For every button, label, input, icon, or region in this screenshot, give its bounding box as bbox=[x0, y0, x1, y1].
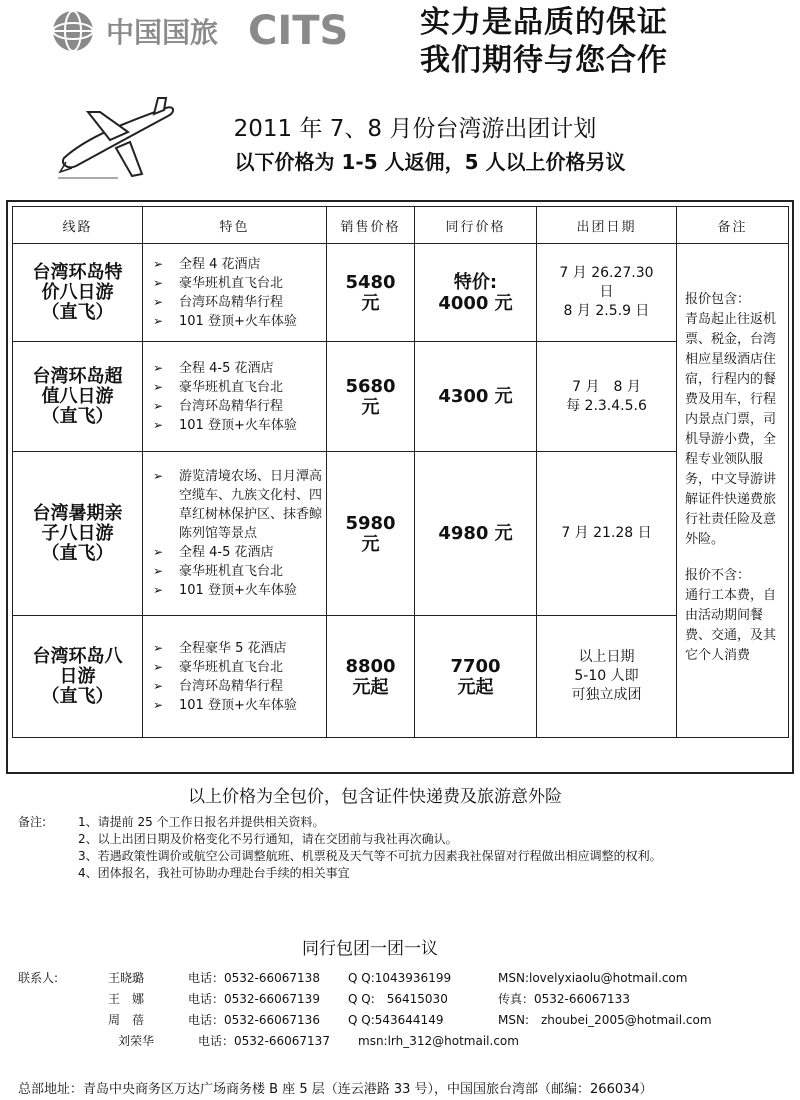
globe-icon bbox=[48, 6, 388, 56]
route-name: 日游 bbox=[59, 665, 96, 687]
feature-item: ➢ 豪华班机直飞台北 bbox=[153, 658, 326, 677]
table-row bbox=[13, 244, 789, 342]
sale-price-unit: 元 bbox=[361, 533, 380, 555]
contact-name: 刘荣华 bbox=[118, 1034, 155, 1048]
col-header-notes: 备注 bbox=[677, 207, 789, 244]
contact-phone: 电话：0532-66067138 bbox=[188, 971, 320, 985]
sale-price-value: 8800 bbox=[345, 655, 396, 677]
features-cell bbox=[143, 244, 327, 342]
dates-cell bbox=[537, 342, 677, 452]
table-header-row bbox=[13, 207, 789, 244]
dates-text: 7 月 8 月 每 2.3.4.5.6 bbox=[566, 378, 647, 414]
feature-item: ➢ 101 登顶+火车体验 bbox=[153, 696, 326, 715]
route-name: 台湾环岛八 bbox=[32, 645, 123, 667]
peer-price-value: 4980 元 bbox=[438, 523, 513, 544]
contact-phone: 电话：0532-66067137 bbox=[198, 1034, 330, 1048]
sale-price-unit: 元 bbox=[361, 396, 380, 418]
contact-row bbox=[18, 1010, 788, 1031]
table-row bbox=[13, 452, 789, 616]
table-row bbox=[13, 616, 789, 738]
sale-price-value: 5480 bbox=[345, 271, 396, 293]
col-header-features: 特色 bbox=[143, 207, 327, 244]
contact-row bbox=[18, 968, 788, 989]
note-included: 报价包含： 青岛起止往返机票、税金，台湾相应星级酒店住宿，行程内的餐费及用车，行程内景点门票，司机导游小费，全程专业领队服务，中文导游讲解证件快递费旅行社责任险及意外险。 bbox=[685, 292, 777, 547]
peer-price-cell bbox=[415, 452, 537, 616]
feature-item: ➢ 台湾环岛精华行程 bbox=[153, 677, 326, 696]
route-name: 值八日游 bbox=[41, 385, 114, 407]
feature-item: ➢ 全程豪华 5 花酒店 bbox=[153, 639, 326, 658]
route-name: 台湾环岛超 bbox=[32, 365, 123, 387]
sale-price-value: 5980 bbox=[345, 512, 396, 534]
table-row bbox=[13, 342, 789, 452]
peer-price-value: 4300 元 bbox=[438, 386, 513, 407]
dates-text: 7 月 26.27.30 日 8 月 2.5.9 日 bbox=[559, 265, 654, 319]
feature-item: ➢ 台湾环岛精华行程 bbox=[153, 397, 326, 416]
sale-price-cell bbox=[327, 452, 415, 616]
route-type: （直飞） bbox=[41, 685, 114, 707]
feature-item: ➢ 全程 4 花酒店 bbox=[153, 255, 326, 274]
col-header-route: 线路 bbox=[13, 207, 143, 244]
slogan-line: 我们期待与您合作 bbox=[420, 43, 668, 78]
route-cell bbox=[13, 342, 143, 452]
sale-price-value: 5680 bbox=[345, 375, 396, 397]
feature-item: ➢ 游览清境农场、日月潭高空缆车、九族文化村、四草红树林保护区、抹香鲸陈列馆等景点 bbox=[153, 467, 326, 543]
peer-price-cell bbox=[415, 244, 537, 342]
peer-price-unit: 元起 bbox=[457, 676, 494, 698]
col-header-peer-price: 同行价格 bbox=[415, 207, 537, 244]
route-name: 台湾暑期亲 bbox=[32, 502, 123, 524]
col-header-dates: 出团日期 bbox=[537, 207, 677, 244]
features-cell bbox=[143, 452, 327, 616]
remark-item: 1、请提前 25 个工作日报名并提供相关资料。 bbox=[78, 815, 325, 829]
cits-logo bbox=[48, 6, 388, 56]
route-name: 子八日游 bbox=[41, 522, 114, 544]
contact-extra: 传真：0532-66067133 bbox=[498, 992, 630, 1006]
contact-extra: MSN:lovelyxiaolu@hotmail.com bbox=[498, 971, 688, 985]
note-excluded: 报价不含： 通行工本费，自由活动期间餐费、交通，及其它个人消费 bbox=[685, 568, 777, 663]
feature-item: ➢ 豪华班机直飞台北 bbox=[153, 378, 326, 397]
sale-price-cell bbox=[327, 616, 415, 738]
page-subtitle: 以下价格为 1-5 人返佣，5 人以上价格另议 bbox=[234, 150, 626, 174]
contact-qq: Q Q:1043936199 bbox=[348, 971, 452, 985]
feature-item: ➢ 全程 4-5 花酒店 bbox=[153, 359, 326, 378]
feature-item: ➢ 101 登顶+火车体验 bbox=[153, 581, 326, 600]
remarks-section bbox=[18, 814, 778, 882]
feature-item: ➢ 101 登顶+火车体验 bbox=[153, 312, 326, 331]
sale-price-unit: 元起 bbox=[352, 676, 389, 698]
route-name: 台湾环岛特 bbox=[32, 261, 123, 283]
feature-item: ➢ 豪华班机直飞台北 bbox=[153, 562, 326, 581]
dates-cell bbox=[537, 452, 677, 616]
peer-price-value: 4000 元 bbox=[438, 292, 513, 314]
contact-row bbox=[18, 989, 788, 1010]
remark-item: 4、团体报名，我社可协助办理赴台手续的相关事宜 bbox=[78, 866, 350, 880]
dates-cell bbox=[537, 616, 677, 738]
contact-phone: 电话：0532-66067136 bbox=[188, 1013, 320, 1027]
brand-cn: 中国国旅 bbox=[106, 16, 219, 49]
remark-item: 3、若遇政策性调价或航空公司调整航班、机票税及天气等不可抗力因素我社保留对行程做出相应调整的权利。 bbox=[78, 849, 662, 863]
dates-text: 以上日期 5-10 人即 可独立成团 bbox=[571, 649, 642, 703]
remark-item: 2、以上出团日期及价格变化不另行通知，请在交团前与我社再次确认。 bbox=[78, 832, 458, 846]
col-header-sale-price: 销售价格 bbox=[327, 207, 415, 244]
group-policy: 同行包团一团一议 bbox=[302, 939, 438, 959]
tour-table bbox=[12, 206, 789, 738]
contacts-label: 联系人: bbox=[18, 971, 59, 985]
route-type: （直飞） bbox=[41, 542, 114, 564]
peer-price-cell bbox=[415, 342, 537, 452]
dates-cell bbox=[537, 244, 677, 342]
feature-item: ➢ 全程 4-5 花酒店 bbox=[153, 543, 326, 562]
contact-msn: msn:lrh_312@hotmail.com bbox=[358, 1034, 519, 1048]
contact-qq: Q Q: 56415030 bbox=[348, 992, 448, 1006]
notes-cell bbox=[677, 244, 789, 738]
contact-phone: 电话：0532-66067139 bbox=[188, 992, 320, 1006]
route-cell bbox=[13, 452, 143, 616]
contact-name: 王 娜 bbox=[108, 992, 145, 1006]
contacts-section bbox=[18, 968, 788, 1052]
route-type: （直飞） bbox=[41, 301, 114, 323]
brand-en: CITS bbox=[248, 8, 349, 54]
slogan bbox=[420, 4, 668, 80]
dates-text: 7 月 21.28 日 bbox=[561, 525, 652, 541]
hq-address: 总部地址：青岛中央商务区万达广场商务楼 B 座 5 层（连云港路 33 号），中国国旅台湾部（邮编：266034） bbox=[18, 1082, 653, 1097]
peer-price-value: 7700 bbox=[450, 655, 501, 677]
peer-price-cell bbox=[415, 616, 537, 738]
remarks-label: 备注: bbox=[18, 815, 47, 829]
features-cell bbox=[143, 342, 327, 452]
page-title: 2011 年 7、8 月份台湾游出团计划 bbox=[233, 116, 597, 142]
route-type: （直飞） bbox=[41, 405, 114, 427]
slogan-line: 实力是品质的保证 bbox=[420, 5, 668, 40]
contact-name: 王晓璐 bbox=[108, 971, 145, 985]
contact-qq: Q Q:543644149 bbox=[348, 1013, 444, 1027]
contact-name: 周 蓓 bbox=[108, 1013, 145, 1027]
route-cell bbox=[13, 244, 143, 342]
sale-price-cell bbox=[327, 342, 415, 452]
contact-extra: MSN: zhoubei_2005@hotmail.com bbox=[498, 1013, 712, 1027]
inclusive-statement: 以上价格为全包价，包含证件快递费及旅游意外险 bbox=[188, 787, 562, 807]
feature-item: ➢ 台湾环岛精华行程 bbox=[153, 293, 326, 312]
feature-item: ➢ 豪华班机直飞台北 bbox=[153, 274, 326, 293]
peer-price-label: 特价: bbox=[453, 271, 498, 293]
features-cell bbox=[143, 616, 327, 738]
contact-row bbox=[18, 1031, 788, 1052]
feature-item: ➢ 101 登顶+火车体验 bbox=[153, 416, 326, 435]
sale-price-cell bbox=[327, 244, 415, 342]
route-name: 价八日游 bbox=[41, 281, 114, 303]
route-cell bbox=[13, 616, 143, 738]
sale-price-unit: 元 bbox=[361, 292, 380, 314]
